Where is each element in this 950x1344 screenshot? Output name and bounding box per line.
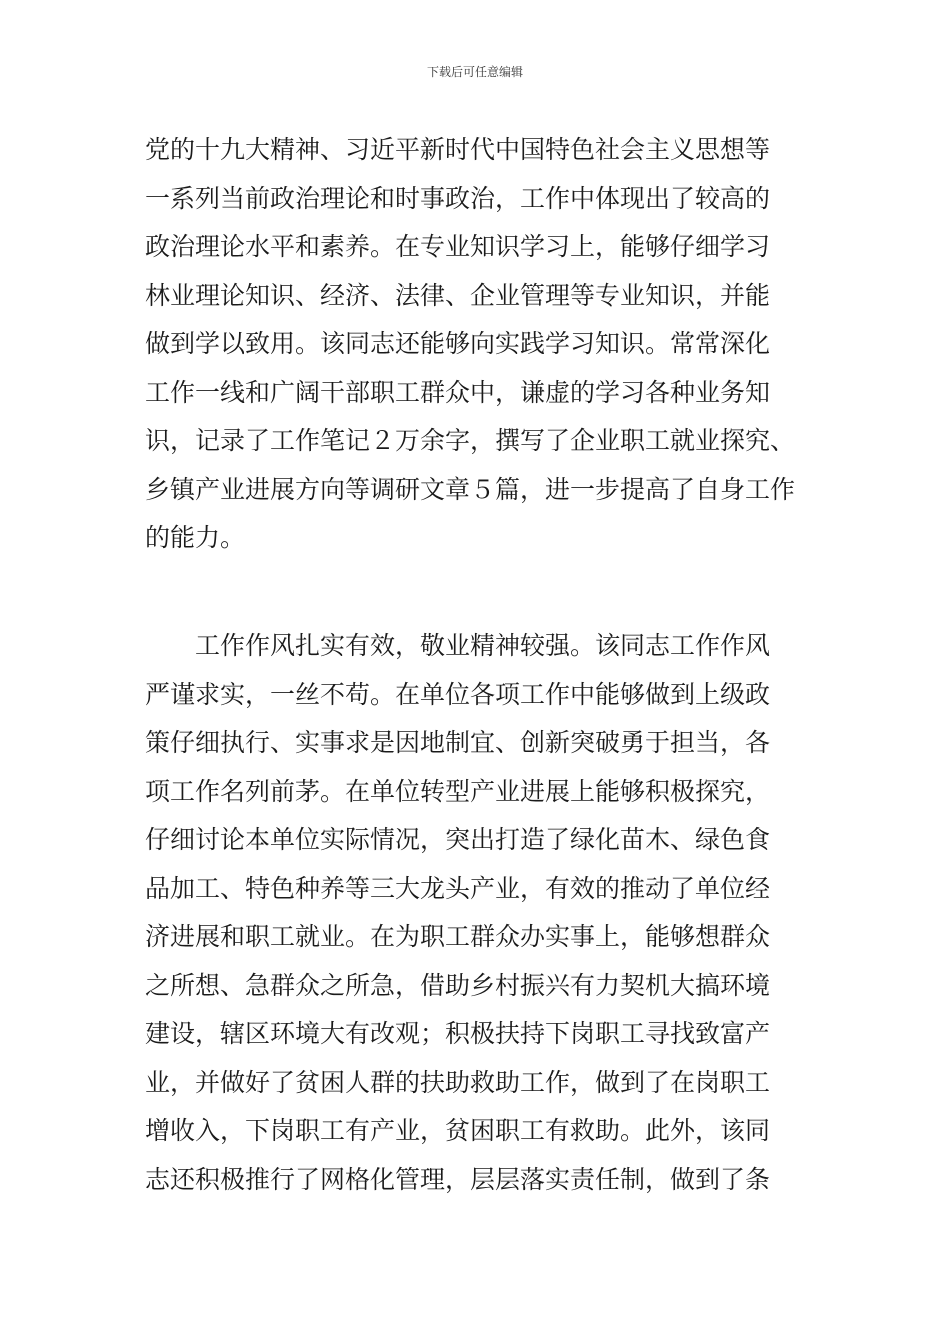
text-line: 工作作风扎实有效，敬业精神较强。该同志工作作风 xyxy=(145,631,771,660)
text-line: 政治理论水平和素养。在专业知识学习上，能够仔细学习 xyxy=(145,232,771,261)
text-line: 策仔细执行、实事求是因地制宜、创新突破勇于担当，各 xyxy=(145,728,771,757)
text-line: 林业理论知识、经济、法律、企业管理等专业知识，并能 xyxy=(145,280,771,310)
text-line: 志还积极推行了网格化管理，层层落实责任制，做到了条 xyxy=(145,1164,771,1194)
text-line: 业，并做好了贫困人群的扶助救助工作，做到了在岗职工 xyxy=(145,1067,771,1097)
paragraph-political-study xyxy=(145,126,810,563)
text-line: 品加工、特色种养等三大龙头产业，有效的推动了单位经 xyxy=(145,873,771,903)
text-line: 的能力。 xyxy=(145,523,246,552)
text-line: 识，记录了工作笔记２万余字，撰写了企业职工就业探究、 xyxy=(145,426,796,455)
text-line: 工作一线和广阔干部职工群众中，谦虚的学习各种业务知 xyxy=(145,377,771,407)
text-line: 增收入，下岗职工有产业，贫困职工有救助。此外，该同 xyxy=(145,1116,771,1145)
text-line: 党的十九大精神、习近平新时代中国特色社会主义思想等 xyxy=(145,135,771,164)
text-line: 乡镇产业进展方向等调研文章５篇，进一步提高了自身工作 xyxy=(145,474,796,504)
text-line: 仔细讨论本单位实际情况，突出打造了绿化苗木、绿色食 xyxy=(145,825,771,854)
page-header: 下载后可任意编辑 xyxy=(426,65,523,79)
text-line: 项工作名列前茅。在单位转型产业进展上能够积极探究， xyxy=(145,776,771,806)
text-line: 建设，辖区环境大有改观；积极扶持下岗职工寻找致富产 xyxy=(145,1019,771,1048)
text-line: 严谨求实，一丝不苟。在单位各项工作中能够做到上级政 xyxy=(145,679,771,709)
text-line: 济进展和职工就业。在为职工群众办实事上，能够想群众 xyxy=(145,922,771,951)
text-line: 之所想、急群众之所急，借助乡村振兴有力契机大搞环境 xyxy=(145,970,771,1000)
text-line: 一系列当前政治理论和时事政治，工作中体现出了较高的 xyxy=(145,183,771,213)
text-line: 做到学以致用。该同志还能够向实践学习知识。常常深化 xyxy=(145,329,771,358)
paragraph-work-style xyxy=(145,622,810,1204)
